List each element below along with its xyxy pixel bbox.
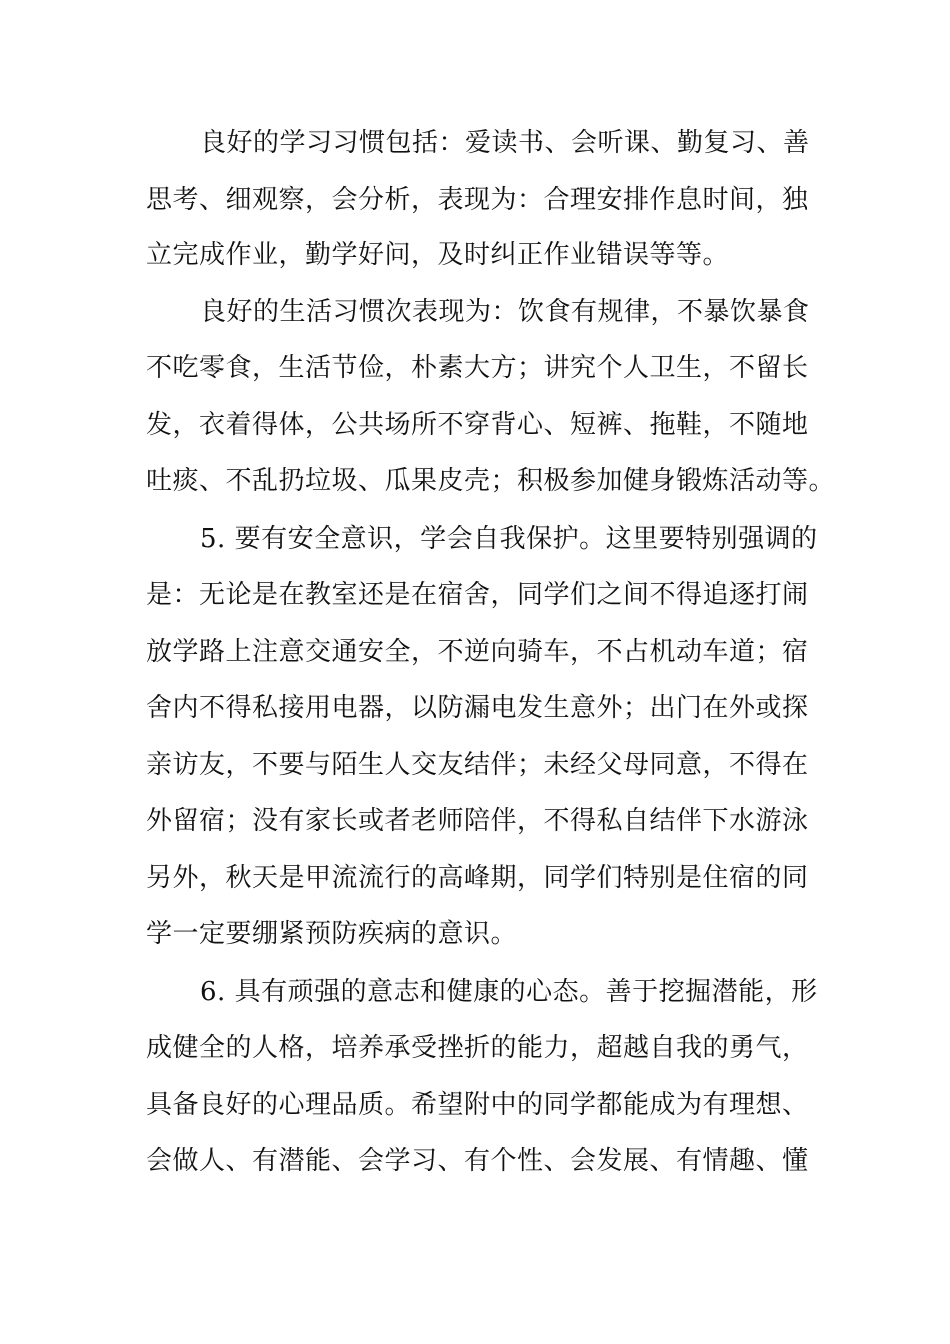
paragraph-4-line-4: 会做人、有潜能、会学习、有个性、会发展、有情趣、懂 [146, 1146, 809, 1176]
paragraph-3-line-2: 是：无论是在教室还是在宿舍，同学们之间不得追逐打闹 [146, 580, 809, 610]
paragraph-4-line-2: 成健全的人格，培养承受挫折的能力，超越自我的勇气， [146, 1033, 809, 1063]
paragraph-3-line-3: 放学路上注意交通安全，不逆向骑车，不占机动车道；宿 [146, 637, 809, 667]
paragraph-2-line-2: 不吃零食，生活节俭，朴素大方；讲究个人卫生，不留长 [146, 353, 809, 383]
paragraph-3-line-5: 亲访友，不要与陌生人交友结伴；未经父母同意，不得在 [146, 750, 809, 780]
paragraph-1-line-3: 立完成作业，勤学好问，及时纠正作业错误等等。 [146, 240, 730, 270]
paragraph-3-line-6: 外留宿；没有家长或者老师陪伴，不得私自结伴下水游泳 [146, 806, 809, 836]
paragraph-3-line-8: 学一定要绷紧预防疾病的意识。 [146, 919, 518, 949]
paragraph-2-line-4: 吐痰、不乱扔垃圾、瓜果皮壳；积极参加健身锻炼活动等。 [146, 466, 836, 496]
paragraph-2-line-3: 发，衣着得体，公共场所不穿背心、短裤、拖鞋，不随地 [146, 410, 809, 440]
paragraph-4-line-3: 具备良好的心理品质。希望附中的同学都能成为有理想、 [146, 1090, 809, 1120]
paragraph-3-line-4: 舍内不得私接用电器，以防漏电发生意外；出门在外或探 [146, 693, 809, 723]
paragraph-2-line-1: 良好的生活习惯次表现为：饮食有规律，不暴饮暴食 [200, 297, 810, 327]
paragraph-3-line-7: 另外，秋天是甲流流行的高峰期，同学们特别是住宿的同 [146, 863, 809, 893]
paragraph-1-line-1: 良好的学习习惯包括：爱读书、会听课、勤复习、善 [200, 128, 810, 158]
paragraph-3-line-1: 5. 要有安全意识，学会自我保护。这里要特别强调的 [200, 524, 818, 554]
paragraph-1-line-2: 思考、细观察，会分析，表现为：合理安排作息时间，独 [146, 185, 809, 215]
paragraph-4-line-1: 6. 具有顽强的意志和健康的心态。善于挖掘潜能，形 [200, 977, 818, 1007]
